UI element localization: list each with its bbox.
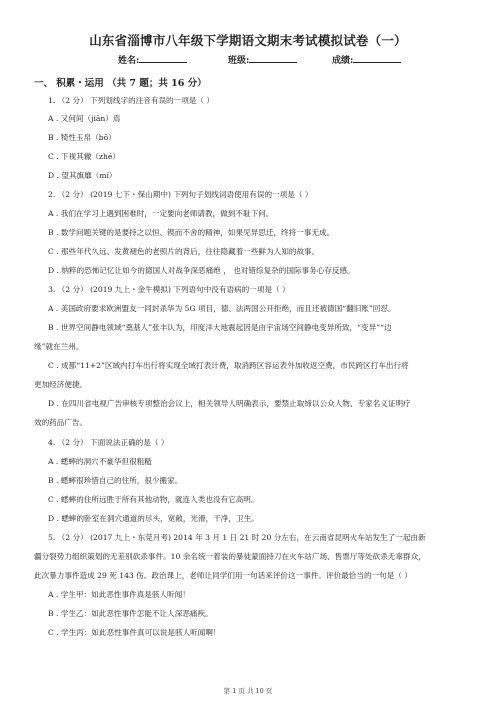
question-3-option-a: A . 美国政府要求欧洲盟友一同封杀华为 5G 项目，德、法两国公开拒绝，而且还被德国“翻旧账”回怼。 [48,304,396,313]
class-blank[interactable] [249,53,297,63]
question-4-option-c: C . 蟋蟀的住所远胜于所有其他动物，就连人类也没有它高明。 [48,495,259,504]
question-5-stem: 5. （2 分） (2017 九上・东莞月考) 2014 年 3 月 1 日 21 时 20 分左右，在云南省昆明火车站发生了一起由新 [48,533,426,542]
question-3-option-d-cont: 效的药品广告。 [34,418,88,427]
question-5-option-b: B . 学生乙：如此恶性事件怎能不让人深恶痛疾。 [48,609,213,618]
question-2-option-b: B . 数学问题关键的是要持之以恒、锲而不舍的精神，如果见异思迁，终将一事无成。 [48,228,335,237]
question-2-option-a: A . 我们在学习上遇到困难时，一定要向老师请教，做到不耻下问。 [48,209,274,218]
question-5-stem-cont-1: 疆分裂势力组织策划的无差别砍杀事件。10 余名统一着装的暴徒蒙面持刀在火车站广场、售票厅等处砍杀无辜群众， [34,552,426,561]
question-3-option-b-cont: 缘”就在兰州。 [34,342,84,351]
question-5-stem-cont-2: 此次暴力事件造成 29 死 143 伤。政治课上，老师让同学们用一句话来评价这一事件。评价最恰当的一句是（ ） [34,571,412,580]
section-heading: 一、 积累・运用 （共 7 题；共 16 分） [34,78,207,89]
question-2-option-d: D . 纳粹的恐怖记忆让如今的德国人对战争深恶痛绝 ， 也对错综复杂的国际事务心存反感。 [48,266,355,275]
question-3-option-c-cont: 更加经济便捷。 [34,380,88,389]
exam-title: 山东省淄博市八年级下学期语文期末考试模拟试卷（一） [89,33,407,48]
question-2-stem: 2. （2 分） (2019 七下・保山期中) 下列句子划线词语使用有误的一项是（ ） [48,190,313,199]
name-blank[interactable] [139,53,187,63]
question-1-stem: 1. （2 分） 下列划线字的注音有误的一项是（ ） [48,96,215,105]
question-5-option-c: C . 学生丙：如此恶性事件真可以说是骇人听闻啊！ [48,628,221,637]
score-field[interactable] [332,53,401,66]
question-2-option-c: C . 那些年代久远、发黄褪色的老照片的背后，往往隐藏着一些鲜为人知的故事。 [48,247,320,256]
page-footer: 第 1 页 共 10 页 [223,687,273,695]
question-1-option-d: D . 望其旗靡（mí） [48,171,117,180]
question-3-option-d: D . 在四川省电视广告审核专项整治会议上，相关领导人明确表示，要禁止取缔以公众人物、专家名义证明疗 [48,399,411,408]
question-4-option-b: B . 蟋蟀很珍惜自己的住所，很少搬家。 [48,476,183,485]
question-1-option-b: B . 犄性玉帛（bō） [48,133,116,142]
question-4-stem: 4. （2 分） 下面说法正确的是（ ） [48,438,169,447]
question-3-stem: 3. （2 分） (2019 九上・金牛模拟) 下列语句中没有语病的一项是（ ） [48,285,290,294]
question-1-option-c: C . 下视其辙（zhé） [48,152,120,161]
question-1-option-a: A . 又何间（jiān）焉 [48,114,121,123]
score-label: 成绩: [332,56,354,66]
question-4-option-a: A . 蟋蟀的洞穴不豪华但很粗糙 [48,457,152,466]
class-field[interactable] [228,53,297,66]
name-field[interactable] [118,53,187,66]
question-3-option-b: B . 世界空间静电领域“奠基人”张丰认为，印度洋大地震起因是由宇宙场空间静电变异所致，“变异”“边 [48,323,392,332]
score-blank[interactable] [353,53,401,63]
question-5-option-a: A . 学生甲：如此恶性事件真是骇人听闻！ [48,590,190,599]
name-label: 姓名: [118,56,140,66]
question-3-option-c: C . 成都“11+2”区域内打车出行将实现全域打表计费，取消跨区容运表外加收返空费，市民跨区打车出行将 [48,361,409,370]
class-label: 班级: [228,56,250,66]
question-4-option-d: D . 蟋蟀的卧室在洞穴通道的尽头，宽敞，光滑，干净，卫生。 [48,514,259,523]
